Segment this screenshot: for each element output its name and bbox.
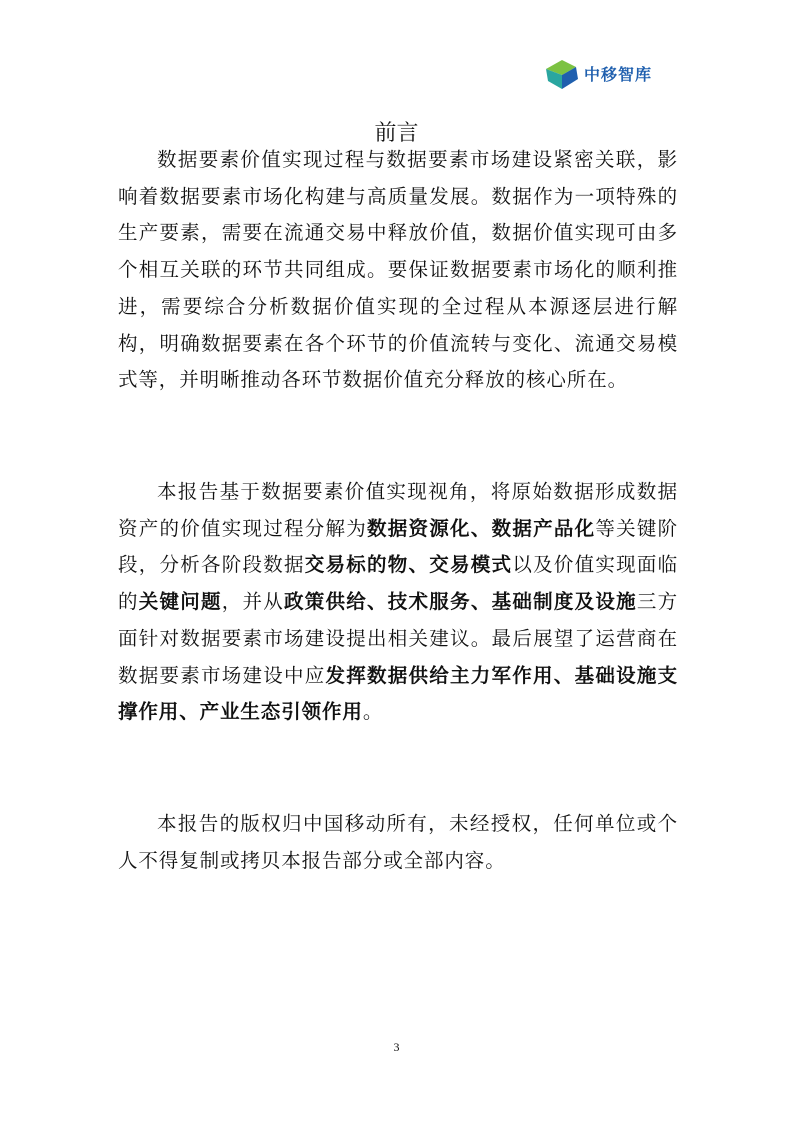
paragraph-summary bbox=[118, 474, 678, 731]
text-run: 三方面针对数据要素市场建设提出相关建议。最后展望了运营商在数据要素市场建设中应 bbox=[118, 590, 678, 687]
text-run: 等关键阶段，分析各阶段数据 bbox=[118, 516, 678, 577]
header-logo bbox=[542, 55, 657, 91]
text-run: 。 bbox=[362, 700, 384, 724]
text-run: ，并从 bbox=[221, 590, 285, 614]
logo-text: 中移智库 bbox=[584, 65, 653, 84]
logo-mark-icon bbox=[542, 55, 582, 91]
text-run: 以及价值实现面临的 bbox=[118, 553, 678, 614]
paragraph-intro: 数据要素价值实现过程与数据要素市场建设紧密关联，影响着数据要素市场化构建与高质量发展。数据作为一项特殊的生产要素，需要在流通交易中释放价值，数据价值实现可由多个相互关联的环节共同组成。要保证数据要素市场化的顺利推进，需要综合分析数据价值实现的全过程从本源逐层进行解构，明确数据要素在各个环节的价值流转与变化、流通交易模式等，并明晰推动各环节数据价值充分释放的核心所在。 bbox=[118, 148, 678, 392]
bold-run: 政策供给、技术服务、基础制度及设施 bbox=[284, 590, 637, 614]
bold-run: 关键问题 bbox=[138, 590, 222, 614]
text-run: 本报告基于数据要素价值实现视角，将原始数据形成数据资产的价值实现过程分解为 bbox=[118, 480, 678, 540]
paragraph-copyright: 本报告的版权归中国移动所有，未经授权，任何单位或个人不得复制或拷贝本报告部分或全部内容。 bbox=[118, 812, 678, 872]
bold-run: 发挥数据供给主力军作用、基础设施支撑作用、产业生态引领作用 bbox=[118, 663, 678, 724]
page-title: 前言 bbox=[374, 120, 419, 146]
page-number: 3 bbox=[393, 1040, 400, 1054]
bold-run: 交易标的物、交易模式 bbox=[304, 553, 513, 577]
bold-run: 数据资源化、数据产品化 bbox=[367, 516, 596, 540]
